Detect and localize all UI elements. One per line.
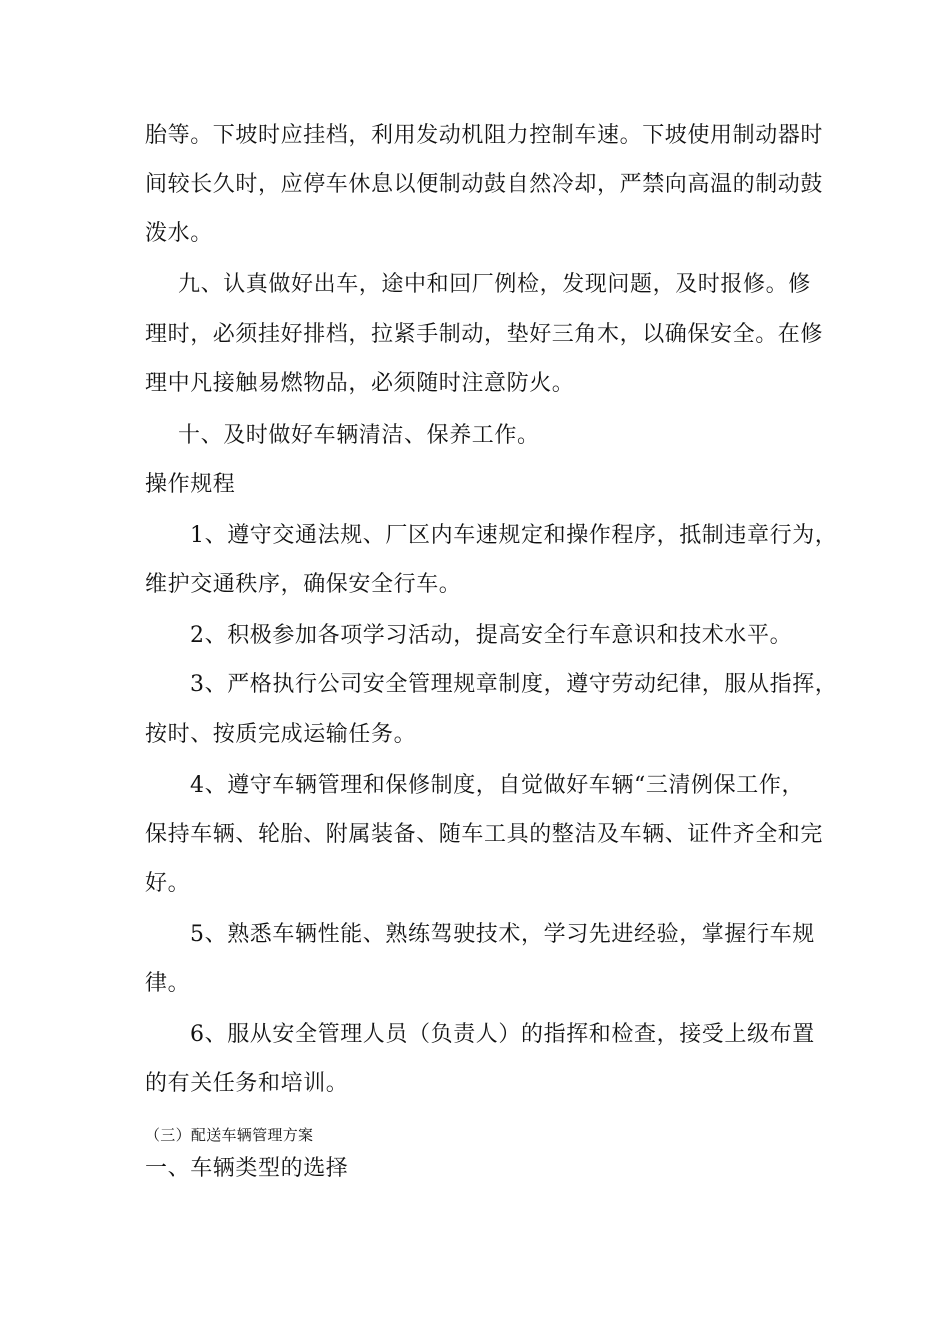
paragraph-line: 理时，必须挂好排档，拉紧手制动，垫好三角木，以确保安全。在修 [145,322,824,347]
paragraph-line: 1、遵守交通法规、厂区内车速规定和操作程序，抵制违章行为， [190,523,838,548]
paragraph-line: 律。 [145,971,191,996]
paragraph-line: 泼水。 [145,221,213,246]
paragraph-line: 4、遵守车辆管理和保修制度，自觉做好车辆“三清例保工作， [190,773,805,798]
paragraph-line: 5、熟悉车辆性能、熟练驾驶技术，学习先进经验，掌握行车规 [190,922,815,947]
paragraph-line: 理中凡接触易燃物品，必须随时注意防火。 [145,371,575,396]
subsection-heading: （三）配送车辆管理方案 [145,1126,314,1144]
paragraph-line: 好。 [145,871,191,896]
paragraph-line: 胎等。下坡时应挂档，利用发动机阻力控制车速。下坡使用制动器时 [145,123,824,148]
paragraph-line: 九、认真做好出车，途中和回厂例检，发现问题，及时报修。修 [178,272,811,297]
paragraph-line: 保持车辆、轮胎、附属装备、随车工具的整洁及车辆、证件齐全和完 [145,822,824,847]
section-heading: 操作规程 [145,472,236,497]
paragraph-line: 6、服从安全管理人员（负责人）的指挥和检查，接受上级布置 [190,1022,815,1047]
section-heading: 一、车辆类型的选择 [145,1156,349,1181]
paragraph-line: 维护交通秩序，确保安全行车。 [145,572,462,597]
paragraph-line: 间较长久时，应停车休息以便制动鼓自然冷却，严禁向高温的制动鼓 [145,172,824,197]
paragraph-line: 按时、按质完成运输任务。 [145,722,417,747]
paragraph-line: 2、积极参加各项学习活动，提高安全行车意识和技术水平。 [190,623,793,648]
paragraph-line: 的有关任务和培训。 [145,1071,349,1096]
paragraph-line: 十、及时做好车辆清洁、保养工作。 [178,423,540,448]
paragraph-line: 3、严格执行公司安全管理规章制度，遵守劳动纪律，服从指挥， [190,672,838,697]
